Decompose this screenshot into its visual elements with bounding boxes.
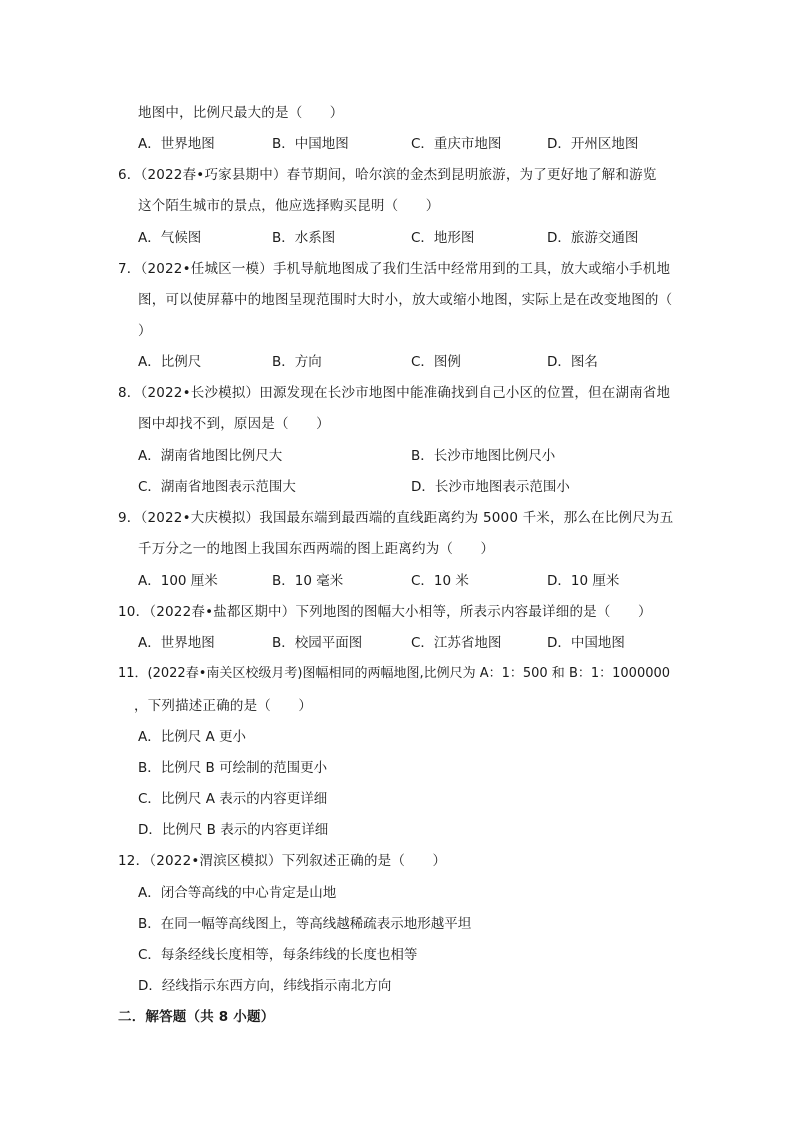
q8-option-b: B．长沙市地图比例尺小	[411, 448, 556, 464]
q12-option-d: D．经线指示东西方向，纬线指示南北方向	[138, 978, 392, 994]
q5-option-c: C．重庆市地图	[411, 136, 502, 152]
q9-option-b: B．10 毫米	[272, 573, 344, 589]
q9-stem-line2: 千万分之一的地图上我国东西两端的图上距离约为（ ）	[138, 541, 495, 557]
q7-option-a: A．比例尺	[138, 354, 202, 370]
q7-option-b: B．方向	[272, 354, 322, 370]
q7-stem-line1: 7．（2022•任城区一模）手机导航地图成了我们生活中经常用到的工具，放大或缩小手机地	[118, 261, 671, 277]
q10-option-a: A．世界地图	[138, 635, 215, 651]
q5-stem: 地图中，比例尺最大的是（ ）	[138, 105, 344, 121]
q8-stem-line2: 图中却找不到，原因是（ ）	[138, 416, 330, 432]
q9-option-a: A．100 厘米	[138, 573, 218, 589]
q11-stem-line1: 11．(2022春•南关区校级月考)图幅相同的两幅地图,比例尺为 A：1：500 和 B：1：1000000	[118, 666, 671, 681]
q8-option-d: D．长沙市地图表示范围小	[411, 479, 570, 495]
q11-option-d: D．比例尺 B 表示的内容更详细	[138, 822, 329, 838]
q6-option-c: C．地形图	[411, 230, 475, 246]
q8-stem-line1: 8．（2022•长沙模拟）田源发现在长沙市地图中能准确找到自己小区的位置，但在湖南省地	[118, 385, 671, 401]
q6-option-b: B．水系图	[272, 230, 336, 246]
q11-option-a: A．比例尺 A 更小	[138, 729, 247, 745]
q11-option-b: B．比例尺 B 可绘制的范围更小	[138, 760, 328, 776]
q6-option-d: D．旅游交通图	[547, 230, 639, 246]
q12-option-c: C．每条经线长度相等，每条纬线的长度也相等	[138, 947, 418, 963]
q12-option-a: A．闭合等高线的中心肯定是山地	[138, 885, 337, 901]
q9-stem-line1: 9．（2022•大庆模拟）我国最东端到最西端的直线距离约为 5000 千米，那么在比例尺为五	[118, 510, 674, 526]
q9-option-c: C．10 米	[411, 573, 469, 589]
q6-stem-line2: 这个陌生城市的景点，他应选择购买昆明（ ）	[138, 198, 440, 214]
q10-option-d: D．中国地图	[547, 635, 625, 651]
q5-option-d: D．开州区地图	[547, 136, 639, 152]
q12-option-b: B．在同一幅等高线图上，等高线越稀疏表示地形越平坦	[138, 916, 472, 932]
q7-option-c: C．图例	[411, 354, 461, 370]
q10-option-c: C．江苏省地图	[411, 635, 502, 651]
q10-option-b: B．校园平面图	[272, 635, 363, 651]
q12-stem: 12．（2022•渭滨区模拟）下列叙述正确的是（ ）	[118, 853, 447, 869]
q7-option-d: D．图名	[547, 354, 598, 370]
q7-stem-line2: 图，可以使屏幕中的地图呈现范围时大时小，放大或缩小地图，实际上是在改变地图的（	[138, 292, 673, 308]
q8-option-a: A．湖南省地图比例尺大	[138, 448, 283, 464]
q11-option-c: C．比例尺 A 表示的内容更详细	[138, 791, 328, 807]
q8-option-c: C．湖南省地图表示范围大	[138, 479, 296, 495]
q7-stem-line3: ）	[138, 323, 152, 339]
q6-stem-line1: 6．（2022春•巧家县期中）春节期间，哈尔滨的金杰到昆明旅游，为了更好地了解和游览	[118, 167, 657, 183]
q9-option-d: D．10 厘米	[547, 573, 620, 589]
q6-option-a: A．气候图	[138, 230, 202, 246]
q5-option-a: A．世界地图	[138, 136, 215, 152]
q5-option-b: B．中国地图	[272, 136, 349, 152]
q10-stem: 10．（2022春•盐都区期中）下列地图的图幅大小相等，所表示内容最详细的是（ ）	[118, 604, 652, 620]
section-heading: 二．解答题（共 8 小题）	[118, 1009, 275, 1025]
q11-stem-line2: ，下列描述正确的是（ ）	[134, 698, 313, 714]
